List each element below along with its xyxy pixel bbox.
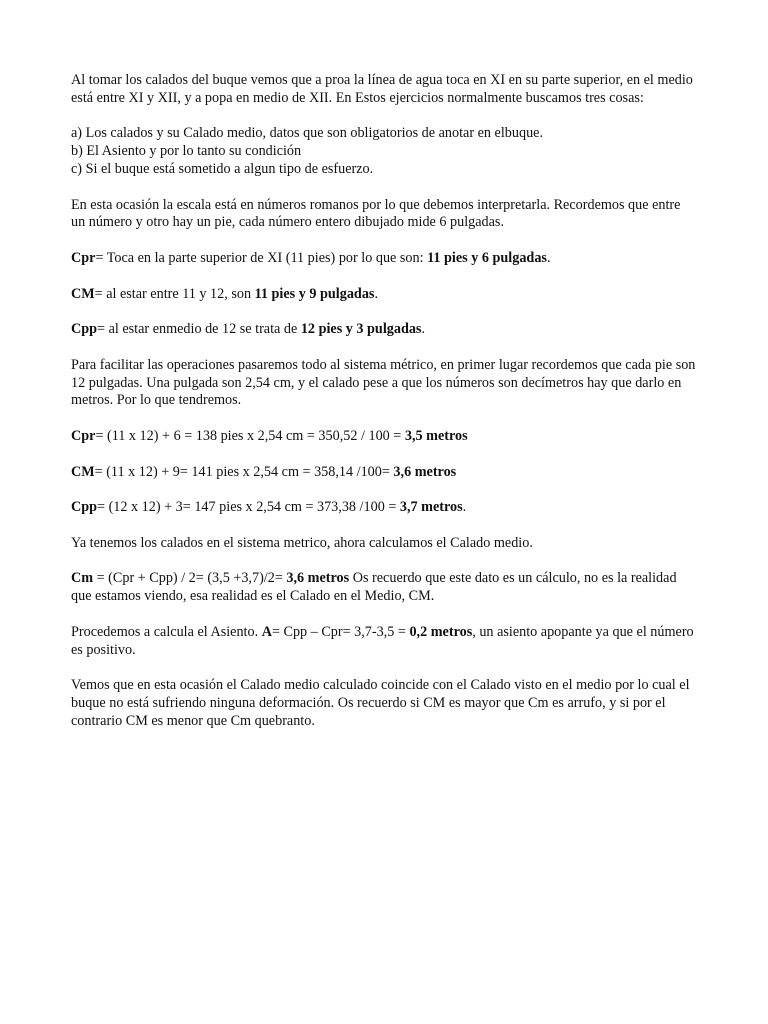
intro-paragraph: Al tomar los calados del buque vemos que a proa la línea de agua toca en XI en su parte superior, en el medio está entre XI y XII, y a popa en medio de XII. En Estos ejercicios normalmente buscamos tres cosas:: [71, 72, 693, 106]
escala-paragraph: En esta ocasión la escala está en números romanos por lo que debemos interpretarla. Recordemos que entre un número y otro hay un pie, cada número entero dibujado mide 6 pulgadas.: [71, 196, 681, 231]
cm-line: [71, 286, 697, 304]
cm-medio-label: Cm: [71, 570, 94, 587]
asiento-text: = Cpp – Cpr= 3,7-3,5 =: [271, 623, 410, 640]
cpp-calc-end: .: [462, 499, 467, 516]
list-item-b: b) El Asiento y por lo tanto su condición: [71, 143, 302, 160]
cpp-result: 12 pies y 3 pulgadas: [300, 321, 422, 338]
asiento-pre: Procedemos a calcula el Asiento.: [71, 623, 262, 640]
ya-tenemos-paragraph: Ya tenemos los calados en el sistema metrico, ahora calculamos el Calado medio.: [71, 534, 533, 551]
cm-medio-text: = (Cpr + Cpp) / 2= (3,5 +3,7)/2=: [93, 570, 287, 587]
cpp-calc: [71, 499, 697, 517]
list-item-a: a) Los calados y su Calado medio, datos que son obligatorios de anotar en elbuque.: [71, 125, 544, 142]
cpr-calc-result: 3,5 metros: [404, 427, 468, 444]
cpr-line: [71, 250, 697, 268]
cpp-end: .: [421, 321, 426, 338]
cpr-result: 11 pies y 6 pulgadas: [427, 249, 547, 266]
cpp-calc-text: = (12 x 12) + 3= 147 pies x 2,54 cm = 373,38 /100 =: [97, 499, 400, 516]
asiento-paragraph: [71, 624, 697, 660]
cpp-calc-label: Cpp: [71, 499, 98, 516]
cpr-text: = Toca en la parte superior de XI (11 pies) por lo que son:: [95, 249, 428, 266]
cpp-line: [71, 321, 697, 339]
cm-label: CM: [71, 285, 95, 302]
cpr-calc-text: = (11 x 12) + 6 = 138 pies x 2,54 cm = 350,52 / 100 =: [95, 427, 405, 444]
cpp-calc-result: 3,7 metros: [399, 499, 463, 516]
document-page: [71, 72, 697, 748]
cpr-calc-label: Cpr: [71, 427, 96, 444]
cpr-label: Cpr: [71, 249, 96, 266]
asiento-label: A: [261, 623, 272, 640]
cpp-text: = al estar enmedio de 12 se trata de: [97, 321, 301, 338]
cm-medio-end: Os recuerdo que este dato es un cálculo, no es la realidad que estamos viendo, esa realidad es el Calado en el Medio, CM.: [71, 570, 677, 605]
cm-calc-text: = (11 x 12) + 9= 141 pies x 2,54 cm = 358,14 /100=: [94, 463, 394, 480]
cm-calc: [71, 464, 697, 482]
cm-end: .: [374, 285, 378, 302]
conclusion-paragraph: Vemos que en esta ocasión el Calado medio calculado coincide con el Calado visto en el medio por lo cual el buque no está sufriendo ninguna deformación. Os recuerdo si CM es mayor que Cm es arrufo, y si por el contrario CM es menor que Cm quebranto.: [71, 677, 690, 729]
asiento-end: , un asiento apopante ya que el número es positivo.: [71, 623, 694, 658]
cm-calc-result: 3,6 metros: [393, 463, 457, 480]
cpp-label: Cpp: [71, 321, 98, 338]
calado-medio-paragraph: [71, 570, 697, 606]
metrico-paragraph: Para facilitar las operaciones pasaremos todo al sistema métrico, en primer lugar recordemos que cada pie son 12 pulgadas. Una pulgada son 2,54 cm, y el calado pese a que los números son decímetros hay que darlo en metros. Por lo que tendremos.: [71, 356, 696, 409]
list-item-c: c) Si el buque está sometido a algun tipo de esfuerzo.: [71, 160, 374, 177]
cpr-end: .: [546, 249, 551, 266]
cm-medio-result: 3,6 metros: [286, 570, 350, 587]
cpr-calc: [71, 428, 697, 446]
asiento-result: 0,2 metros: [409, 623, 473, 640]
cm-result: 11 pies y 9 pulgadas: [254, 285, 375, 302]
cm-calc-label: CM: [71, 463, 95, 480]
cm-text: = al estar entre 11 y 12, son: [94, 285, 255, 302]
